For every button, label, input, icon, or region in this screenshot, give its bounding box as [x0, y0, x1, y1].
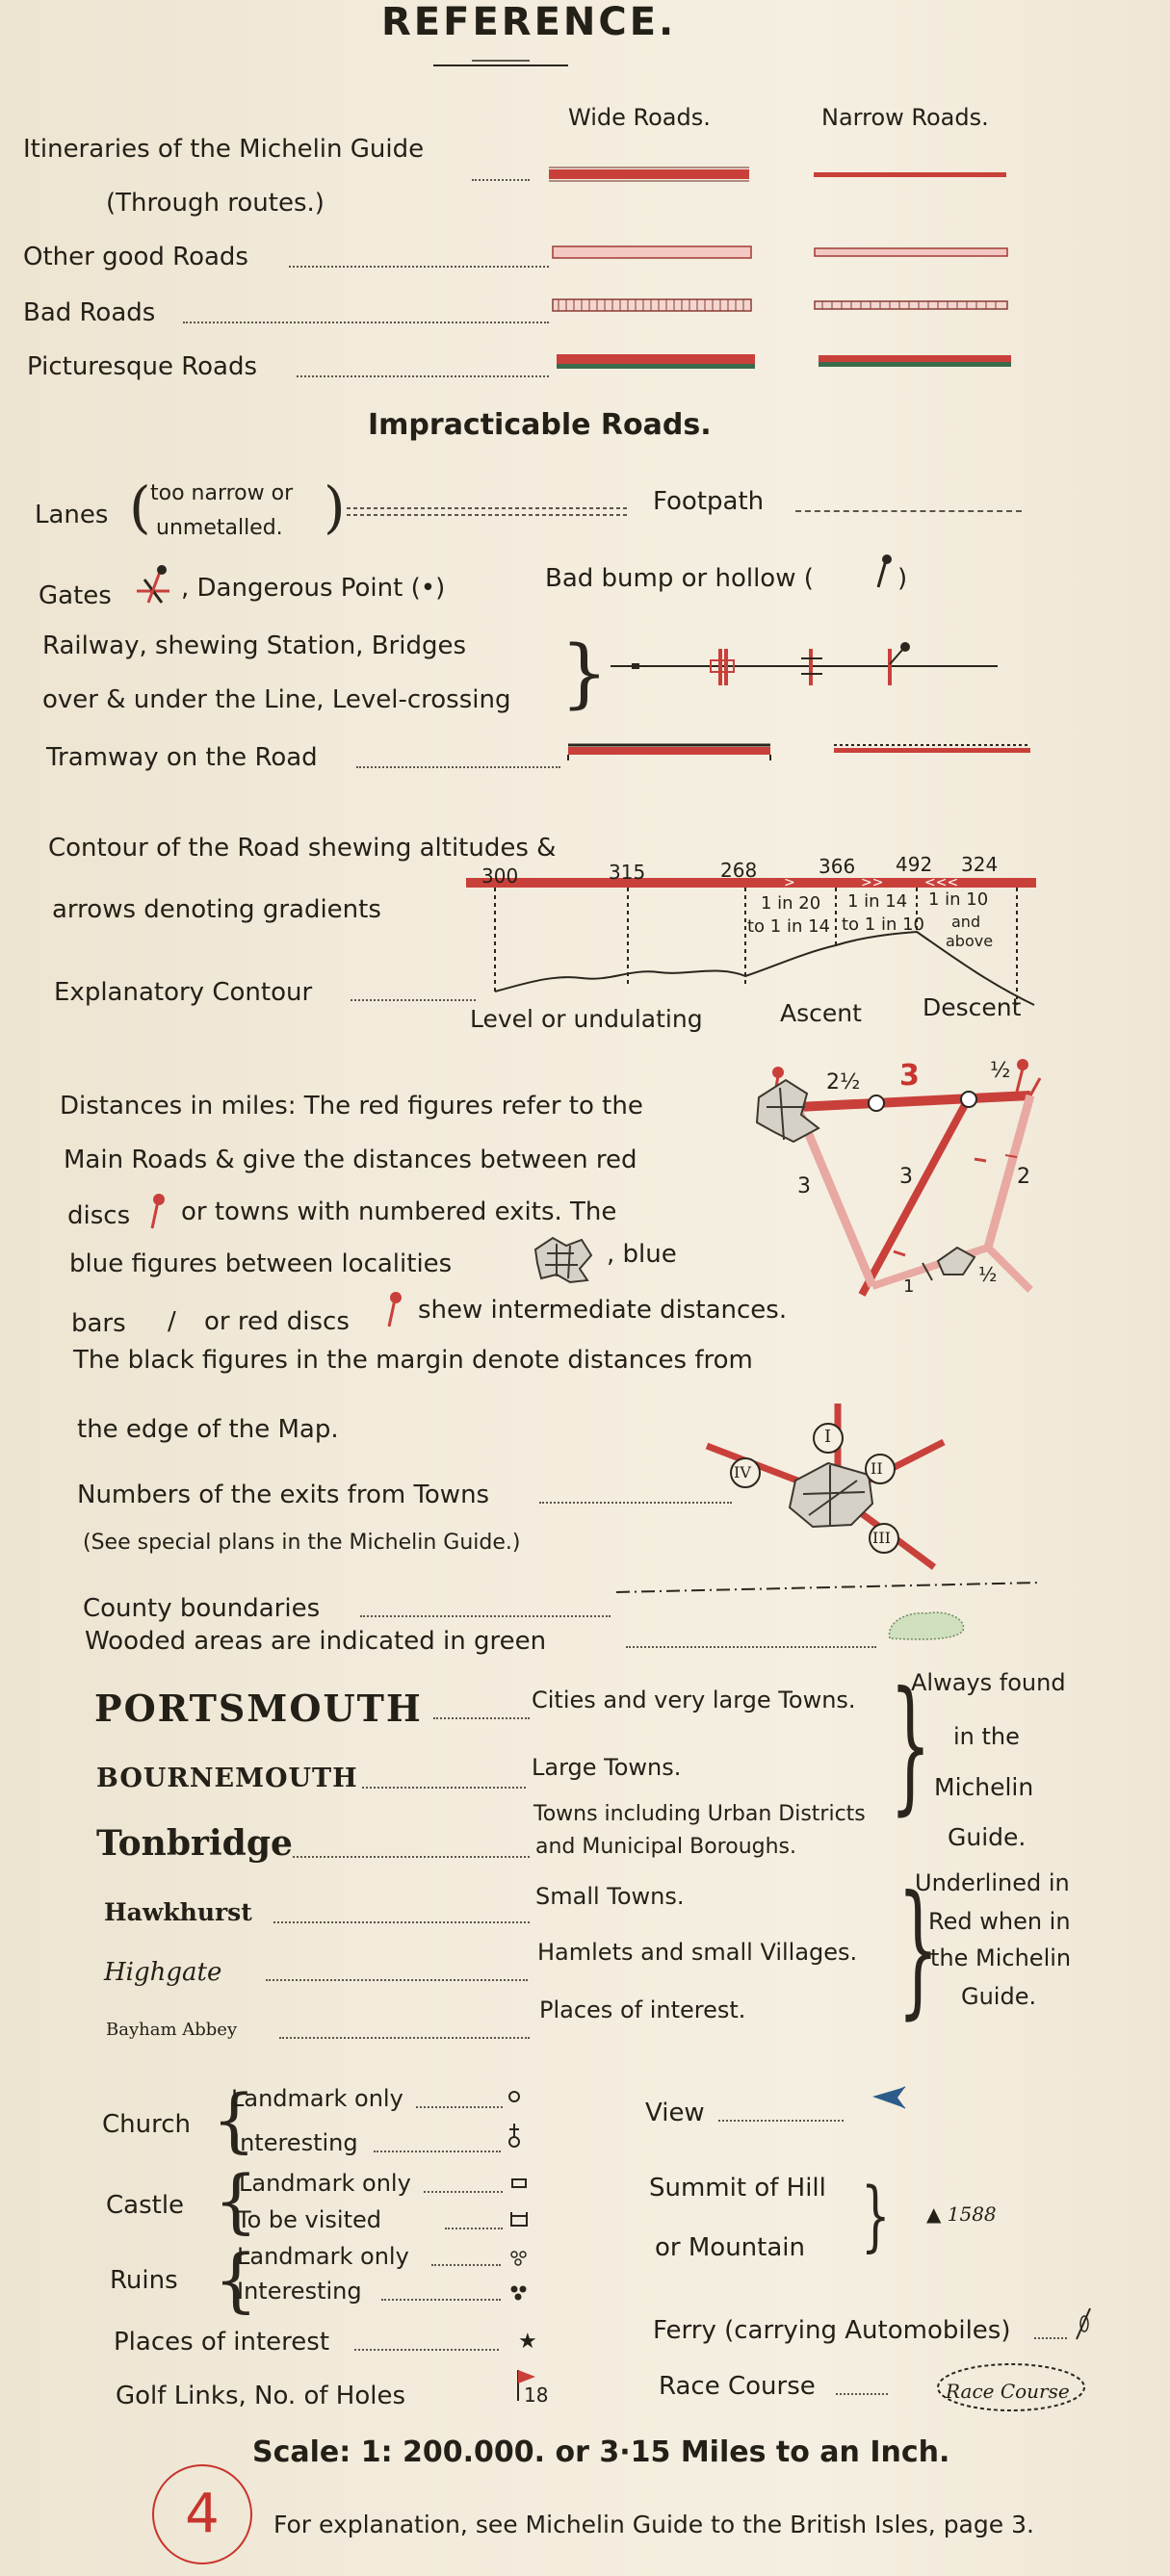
distance-two: 2	[1017, 1165, 1030, 1189]
distances-line-5b: /	[168, 1307, 176, 1336]
highgate-desc: Hamlets and small Villages.	[537, 1939, 858, 1966]
castle-brace: {	[214, 2160, 258, 2241]
tramway-sample	[568, 739, 1040, 768]
leader-dots	[289, 266, 549, 268]
bad-bump-label: Bad bump or hollow (	[545, 564, 814, 593]
leader-dots	[279, 2037, 530, 2039]
alt-300: 300	[481, 864, 519, 888]
wooded-label: Wooded areas are indicated in green	[85, 1627, 547, 1656]
golf-label: Golf Links, No. of Holes	[116, 2382, 405, 2410]
castle-visit: To be visited	[237, 2206, 381, 2233]
picturesque-road-samples	[553, 350, 1015, 379]
exit-four: IV	[734, 1463, 751, 1481]
bournemouth-desc: Large Towns.	[532, 1754, 682, 1781]
railway-sample	[611, 635, 1005, 693]
bad-bump-close: )	[897, 564, 908, 593]
dangerous-point-label: , Dangerous Point (•)	[181, 574, 446, 603]
lanes-note-2: unmetalled.	[156, 516, 283, 540]
tonbridge-desc-2: and Municipal Boroughs.	[535, 1835, 797, 1859]
race-course-label: Race Course	[659, 2372, 816, 2401]
highgate-sample: Highgate	[104, 1958, 222, 1987]
distances-line-6: The black figures in the margin denote distances from	[73, 1346, 753, 1375]
page-number-circle: 4	[152, 2464, 252, 2564]
leader-dots	[416, 2106, 503, 2108]
gate-icon	[135, 562, 175, 606]
gates-label: Gates	[39, 581, 112, 610]
leader-dots	[362, 1787, 526, 1789]
distances-line-4b: , blue	[607, 1240, 677, 1269]
exit-three: III	[872, 1529, 891, 1547]
exits-label-1: Numbers of the exits from Towns	[77, 1481, 490, 1509]
itineraries-label: Itineraries of the Michelin Guide	[23, 135, 425, 164]
picturesque-roads-label: Picturesque Roads	[27, 352, 257, 381]
church-landmark: Landmark only	[231, 2085, 403, 2112]
ferry-icon	[1073, 2306, 1096, 2341]
gradient-3a: 1 in 10	[928, 889, 989, 910]
leader-dots	[266, 1979, 528, 1981]
distances-line-5c: or red discs	[204, 1307, 350, 1336]
leader-dots	[297, 375, 549, 377]
distance-half: ½	[990, 1059, 1011, 1083]
lanes-note-1: too narrow or	[150, 481, 294, 505]
distance-three-red: 3	[899, 1059, 920, 1093]
railway-label-2: over & under the Line, Level-crossing	[42, 685, 511, 714]
svg-text:>: >	[784, 875, 795, 890]
places-label: Places of interest	[114, 2328, 330, 2357]
county-label: County boundaries	[83, 1594, 321, 1623]
svg-text:>>: >>	[861, 875, 884, 890]
leader-dots	[356, 766, 560, 768]
alt-366: 366	[819, 855, 856, 878]
leader-dots	[424, 2191, 503, 2193]
distance-three-a: 3	[797, 1174, 811, 1198]
summit-label-2: or Mountain	[655, 2233, 805, 2262]
county-boundary-sample	[616, 1579, 1044, 1598]
contour-label-2: arrows denoting gradients	[52, 895, 381, 924]
castle-landmark-icon	[510, 2176, 530, 2191]
church-interesting: Interesting	[233, 2129, 358, 2156]
underlined-3: the Michelin	[930, 1945, 1072, 1971]
wide-roads-header: Wide Roads.	[568, 104, 711, 131]
bump-icon	[872, 553, 896, 591]
alt-268: 268	[720, 859, 758, 882]
summit-brace: }	[861, 2171, 891, 2260]
distances-line-4a: blue figures between localities	[69, 1249, 453, 1278]
leader-dots	[445, 2228, 503, 2229]
leader-dots	[354, 2349, 499, 2351]
ruins-landmark-icon	[508, 2249, 530, 2268]
underlined-1: Underlined in	[915, 1869, 1070, 1896]
church-landmark-icon	[507, 2089, 522, 2104]
ruins-interesting: Interesting	[237, 2278, 362, 2305]
gradient-1a: 1 in 20	[761, 893, 821, 914]
gradient-2a: 1 in 14	[847, 891, 908, 912]
always-found-2: in the	[953, 1723, 1020, 1750]
star-icon: ★	[518, 2330, 537, 2354]
church-interesting-icon	[507, 2122, 522, 2151]
gradient-3c: above	[946, 932, 994, 950]
exit-two: II	[871, 1459, 883, 1478]
leader-dots	[718, 2120, 844, 2122]
hawkhurst-desc: Small Towns.	[535, 1883, 685, 1910]
leader-dots	[381, 2299, 501, 2301]
distance-one: 1	[903, 1276, 915, 1297]
golf-holes: 18	[524, 2383, 549, 2407]
leader-dots	[183, 322, 549, 323]
ruins-interesting-icon	[508, 2283, 530, 2303]
race-course-sample: Race Course	[946, 2380, 1070, 2403]
alt-492: 492	[896, 853, 933, 876]
castle-landmark: Landmark only	[239, 2170, 411, 2197]
tonbridge-desc-1: Towns including Urban Districts	[533, 1802, 866, 1826]
locality-icon	[528, 1230, 597, 1288]
distances-line-2: Main Roads & give the distances between red	[64, 1146, 637, 1174]
hawkhurst-sample: Hawkhurst	[104, 1898, 252, 1926]
bad-road-samples	[553, 296, 1015, 325]
red-disc-icon	[383, 1290, 403, 1330]
view-icon	[871, 2083, 909, 2112]
distance-three-b: 3	[899, 1165, 913, 1189]
ascent-label: Ascent	[780, 999, 862, 1027]
distance-half-b: ½	[978, 1263, 998, 1286]
summit-height: ▲ 1588	[926, 2202, 997, 2226]
leader-dots	[626, 1646, 876, 1648]
gradient-3b: and	[951, 913, 981, 931]
always-brace: }	[890, 1662, 931, 1829]
wooded-area-sample	[884, 1606, 971, 1644]
leader-dots	[374, 2151, 501, 2152]
alt-324: 324	[961, 853, 999, 876]
distances-line-3b: or towns with numbered exits. The	[181, 1198, 617, 1226]
lanes-label: Lanes	[35, 501, 109, 529]
underlined-4: Guide.	[961, 1983, 1037, 2010]
other-roads-label: Other good Roads	[23, 243, 248, 271]
tonbridge-sample: Tonbridge	[96, 1823, 293, 1864]
leader-dots	[273, 1921, 530, 1923]
tramway-label: Tramway on the Road	[46, 743, 318, 772]
leader-dots	[360, 1615, 611, 1617]
railway-label-1: Railway, shewing Station, Bridges	[42, 631, 467, 660]
always-found-1: Always found	[911, 1669, 1066, 1696]
left-paren: (	[129, 475, 151, 540]
distances-line-7: the edge of the Map.	[77, 1415, 339, 1444]
contour-label-3: Explanatory Contour	[54, 978, 313, 1007]
gradient-1b: to 1 in 14	[747, 916, 831, 937]
view-label: View	[645, 2099, 705, 2127]
bayham-desc: Places of interest.	[539, 1996, 746, 2023]
leader-dots	[472, 179, 530, 181]
station-icon	[632, 663, 639, 669]
contour-label-1: Contour of the Road shewing altitudes &	[48, 834, 557, 863]
underlined-brace: }	[897, 1866, 939, 2033]
leader-dots	[433, 1717, 530, 1719]
railway-brace: }	[560, 631, 609, 717]
narrow-roads-header: Narrow Roads.	[821, 104, 989, 131]
distances-line-3a: discs	[67, 1201, 131, 1230]
exits-label-2: (See special plans in the Michelin Guide.)	[83, 1531, 521, 1555]
distances-line-5d: shew intermediate distances.	[418, 1296, 788, 1325]
footer-text: For explanation, see Michelin Guide to the British Isles, page 3.	[273, 2511, 1034, 2538]
ruins-brace: {	[214, 2239, 258, 2320]
leader-dots	[1034, 2337, 1067, 2339]
alt-315: 315	[609, 861, 646, 884]
svg-text:<<<: <<<	[924, 875, 959, 890]
bayham-sample: Bayham Abbey	[106, 2020, 238, 2040]
distances-line-1: Distances in miles: The red figures refer to the	[60, 1092, 643, 1121]
leader-dots	[431, 2264, 501, 2266]
church-label: Church	[102, 2110, 192, 2139]
always-found-4: Guide.	[948, 1823, 1027, 1851]
leader-dots	[293, 1856, 530, 1858]
descent-label: Descent	[923, 993, 1022, 1021]
bad-roads-label: Bad Roads	[23, 298, 156, 327]
scale-text: Scale: 1: 200.000. or 3·15 Miles to an Inch.	[252, 2435, 950, 2469]
red-disc-icon	[146, 1192, 166, 1232]
title-ornament	[433, 56, 568, 71]
impracticable-heading: Impracticable Roads.	[368, 408, 712, 442]
other-road-samples	[553, 243, 1015, 271]
ferry-label: Ferry (carrying Automobiles)	[653, 2316, 1011, 2345]
castle-label: Castle	[106, 2191, 185, 2220]
church-brace: {	[212, 2079, 256, 2160]
underlined-2: Red when in	[928, 1908, 1071, 1935]
itinerary-road-samples	[549, 164, 1011, 193]
page-title: REFERENCE.	[381, 0, 677, 44]
gradient-2b: to 1 in 10	[842, 914, 925, 935]
right-paren: )	[324, 475, 346, 540]
portsmouth-desc: Cities and very large Towns.	[532, 1687, 856, 1713]
ruins-landmark: Landmark only	[237, 2243, 409, 2270]
level-label: Level or undulating	[470, 1005, 703, 1033]
lanes-sample	[347, 504, 636, 520]
summit-label-1: Summit of Hill	[649, 2174, 826, 2202]
exit-one: I	[824, 1427, 832, 1447]
leader-dots	[836, 2393, 888, 2395]
footpath-label: Footpath	[653, 487, 765, 516]
distances-line-5a: bars	[71, 1309, 126, 1338]
ruins-label: Ruins	[110, 2266, 178, 2295]
distance-two-half: 2½	[826, 1070, 861, 1095]
always-found-3: Michelin	[934, 1773, 1034, 1801]
footpath-sample	[795, 510, 1022, 512]
portsmouth-sample: PORTSMOUTH	[94, 1687, 423, 1730]
leader-dots	[351, 999, 476, 1001]
bournemouth-sample: BOURNEMOUTH	[96, 1764, 358, 1793]
castle-visit-icon	[508, 2210, 530, 2229]
through-routes-label: (Through routes.)	[106, 189, 325, 218]
